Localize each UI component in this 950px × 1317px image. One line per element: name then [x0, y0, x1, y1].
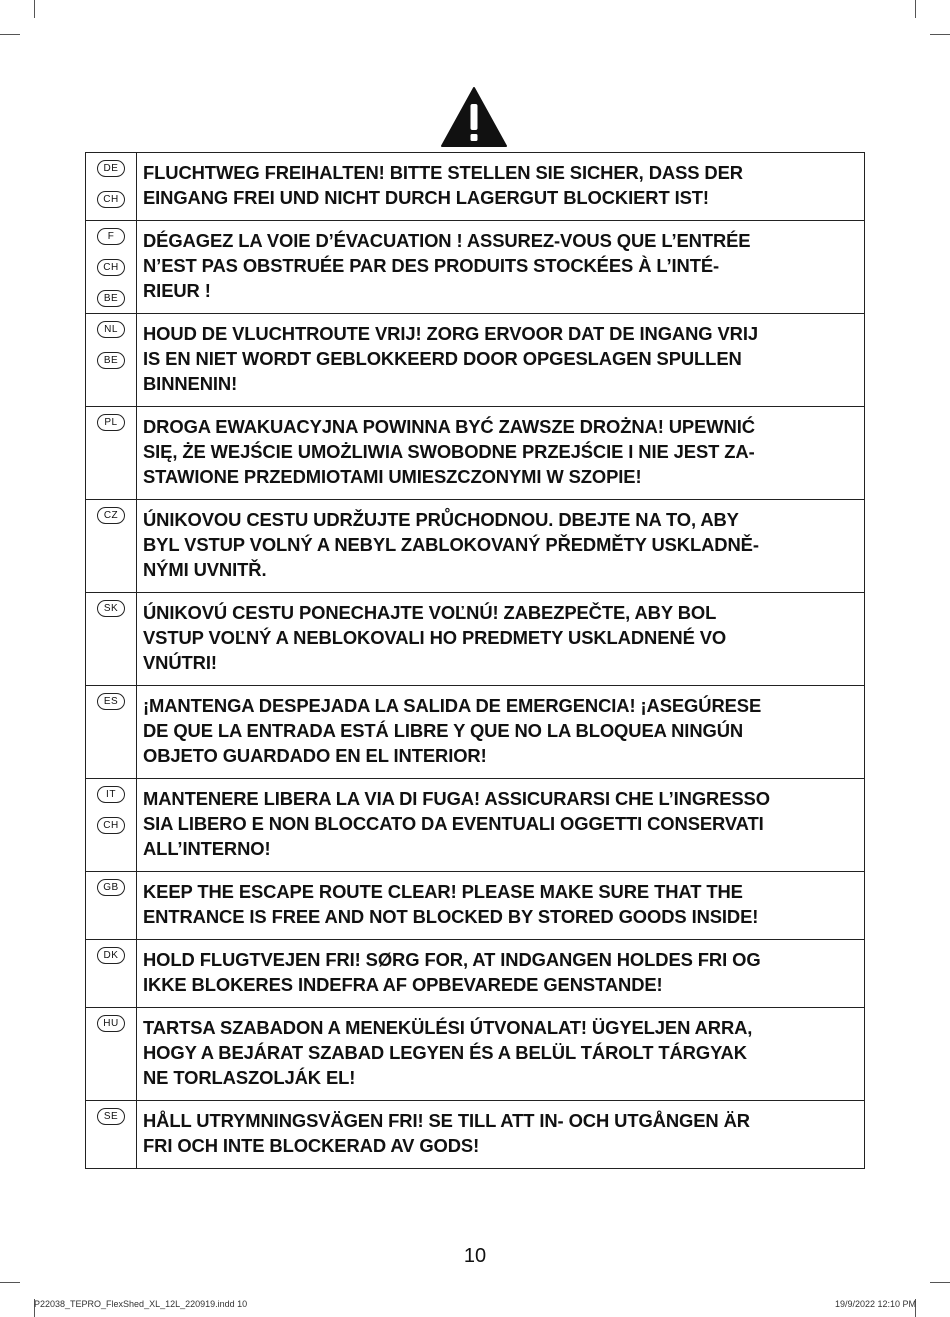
warning-text-line: BYL VSTUP VOLNÝ A NEBYL ZABLOKOVANÝ PŘEDMĚTY USKLADNĚ- [143, 534, 759, 555]
warning-text-line: STAWIONE PRZEDMIOTAMI UMIESZCZONYMI W SZOPIE! [143, 466, 642, 487]
warning-text-line: FLUCHTWEG FREIHALTEN! BITTE STELLEN SIE SICHER, DASS DER [143, 162, 743, 183]
table-row [86, 313, 864, 406]
language-codes [86, 314, 137, 406]
warning-text-line: IS EN NIET WORDT GEBLOKKEERD DOOR OPGESLAGEN SPULLEN [143, 348, 742, 369]
warning-text [137, 940, 864, 1007]
warning-text [137, 500, 864, 592]
warning-text [137, 1101, 864, 1168]
warning-table [85, 152, 865, 1169]
crop-mark [0, 1282, 20, 1283]
warning-text-line: HOLD FLUGTVEJEN FRI! SØRG FOR, AT INDGANGEN HOLDES FRI OG [143, 949, 761, 970]
warning-text-line: KEEP THE ESCAPE ROUTE CLEAR! PLEASE MAKE SURE THAT THE [143, 881, 743, 902]
warning-text-line: TARTSA SZABADON A MENEKÜLÉSI ÚTVONALAT! ÜGYELJEN ARRA, [143, 1017, 753, 1038]
warning-text-line: DÉGAGEZ LA VOIE D’ÉVACUATION ! ASSUREZ-VOUS QUE L’ENTRÉE [143, 230, 751, 251]
warning-text [137, 314, 864, 406]
warning-text-line: ENTRANCE IS FREE AND NOT BLOCKED BY STORED GOODS INSIDE! [143, 906, 759, 927]
language-badge: BE [97, 352, 125, 369]
warning-text-line: RIEUR ! [143, 280, 211, 301]
warning-text-line: IKKE BLOKERES INDEFRA AF OPBEVAREDE GENSTANDE! [143, 974, 663, 995]
language-codes [86, 221, 137, 313]
print-date: 19/9/2022 12:10 PM [834, 1299, 916, 1309]
table-row [86, 153, 864, 220]
warning-text-line: N’EST PAS OBSTRUÉE PAR DES PRODUITS STOCKÉES À L’INTÉ- [143, 255, 720, 276]
warning-text [137, 779, 864, 871]
crop-mark [930, 1282, 950, 1283]
warning-text-line: ÚNIKOVÚ CESTU PONECHAJTE VOĽNÚ! ZABEZPEČTE, ABY BOL [143, 602, 717, 623]
warning-text-line: SIĘ, ŻE WEJŚCIE UMOŻLIWIA SWOBODNE PRZEJŚCIE I NIE JEST ZA- [143, 441, 755, 462]
warning-text [137, 221, 864, 313]
language-codes [86, 1008, 137, 1100]
warning-text [137, 407, 864, 499]
crop-mark [34, 0, 35, 18]
warning-text-line: NE TORLASZOLJÁK EL! [143, 1067, 356, 1088]
warning-triangle-icon [440, 86, 508, 148]
warning-text [137, 153, 864, 220]
table-row [86, 406, 864, 499]
warning-text-line: SIA LIBERO E NON BLOCCATO DA EVENTUALI OGGETTI CONSERVATI [143, 813, 764, 834]
table-row [86, 778, 864, 871]
language-badge: HU [97, 1015, 125, 1032]
warning-text-line: DROGA EWAKUACYJNA POWINNA BYĆ ZAWSZE DROŻNA! UPEWNIĆ [143, 416, 755, 437]
table-row [86, 499, 864, 592]
warning-text [137, 686, 864, 778]
language-badge: ES [97, 693, 125, 710]
warning-text [137, 872, 864, 939]
language-badge: DK [97, 947, 125, 964]
warning-text [137, 1008, 864, 1100]
warning-text-line: DE QUE LA ENTRADA ESTÁ LIBRE Y QUE NO LA BLOQUEA NINGÚN [143, 720, 744, 741]
page-number: 10 [463, 1245, 487, 1267]
warning-text [137, 593, 864, 685]
warning-text-line: EINGANG FREI UND NICHT DURCH LAGERGUT BLOCKIERT IST! [143, 187, 709, 208]
crop-mark [0, 34, 20, 35]
table-row [86, 1100, 864, 1168]
language-badge: SE [97, 1108, 125, 1125]
language-badge: NL [97, 321, 125, 338]
language-badge: CH [97, 259, 125, 276]
language-codes [86, 500, 137, 592]
language-badge: PL [97, 414, 125, 431]
warning-text-line: VSTUP VOĽNÝ A NEBLOKOVALI HO PREDMETY USKLADNENÉ VO [143, 627, 727, 648]
warning-text-line: ¡MANTENGA DESPEJADA LA SALIDA DE EMERGENCIA! ¡ASEGÚRESE [143, 695, 762, 716]
language-badge: BE [97, 290, 125, 307]
warning-text-line: ÚNIKOVOU CESTU UDRŽUJTE PRŮCHODNOU. DBEJTE NA TO, ABY [143, 509, 739, 530]
language-badge: CZ [97, 507, 125, 524]
crop-mark [930, 34, 950, 35]
language-badge: IT [97, 786, 125, 803]
table-row [86, 1007, 864, 1100]
warning-text-line: VNÚTRI! [143, 652, 217, 673]
table-row [86, 871, 864, 939]
language-codes [86, 872, 137, 939]
language-codes [86, 1101, 137, 1168]
warning-text-line: MANTENERE LIBERA LA VIA DI FUGA! ASSICURARSI CHE L’INGRESSO [143, 788, 770, 809]
language-codes [86, 407, 137, 499]
warning-text-line: FRI OCH INTE BLOCKERAD AV GODS! [143, 1135, 480, 1156]
language-badge: F [97, 228, 125, 245]
warning-text-line: HOGY A BEJÁRAT SZABAD LEGYEN ÉS A BELÜL TÁROLT TÁRGYAK [143, 1042, 747, 1063]
file-name: P22038_TEPRO_FlexShed_XL_12L_220919.indd 10 [34, 1299, 248, 1309]
warning-text-line: OBJETO GUARDADO EN EL INTERIOR! [143, 745, 487, 766]
language-badge: SK [97, 600, 125, 617]
language-badge: DE [97, 160, 125, 177]
warning-text-line: HÅLL UTRYMNINGSVÄGEN FRI! SE TILL ATT IN- OCH UTGÅNGEN ÄR [143, 1110, 750, 1131]
warning-text-line: ALL’INTERNO! [143, 838, 271, 859]
table-row [86, 939, 864, 1007]
language-codes [86, 686, 137, 778]
language-codes [86, 779, 137, 871]
language-codes [86, 940, 137, 1007]
crop-mark [915, 0, 916, 18]
language-codes [86, 153, 137, 220]
language-codes [86, 593, 137, 685]
language-badge: CH [97, 817, 125, 834]
warning-text-line: BINNENIN! [143, 373, 238, 394]
table-row [86, 220, 864, 313]
table-row [86, 685, 864, 778]
warning-text-line: NÝMI UVNITŘ. [143, 559, 267, 580]
table-row [86, 592, 864, 685]
warning-text-line: HOUD DE VLUCHTROUTE VRIJ! ZORG ERVOOR DAT DE INGANG VRIJ [143, 323, 758, 344]
language-badge: CH [97, 191, 125, 208]
language-badge: GB [97, 879, 125, 896]
